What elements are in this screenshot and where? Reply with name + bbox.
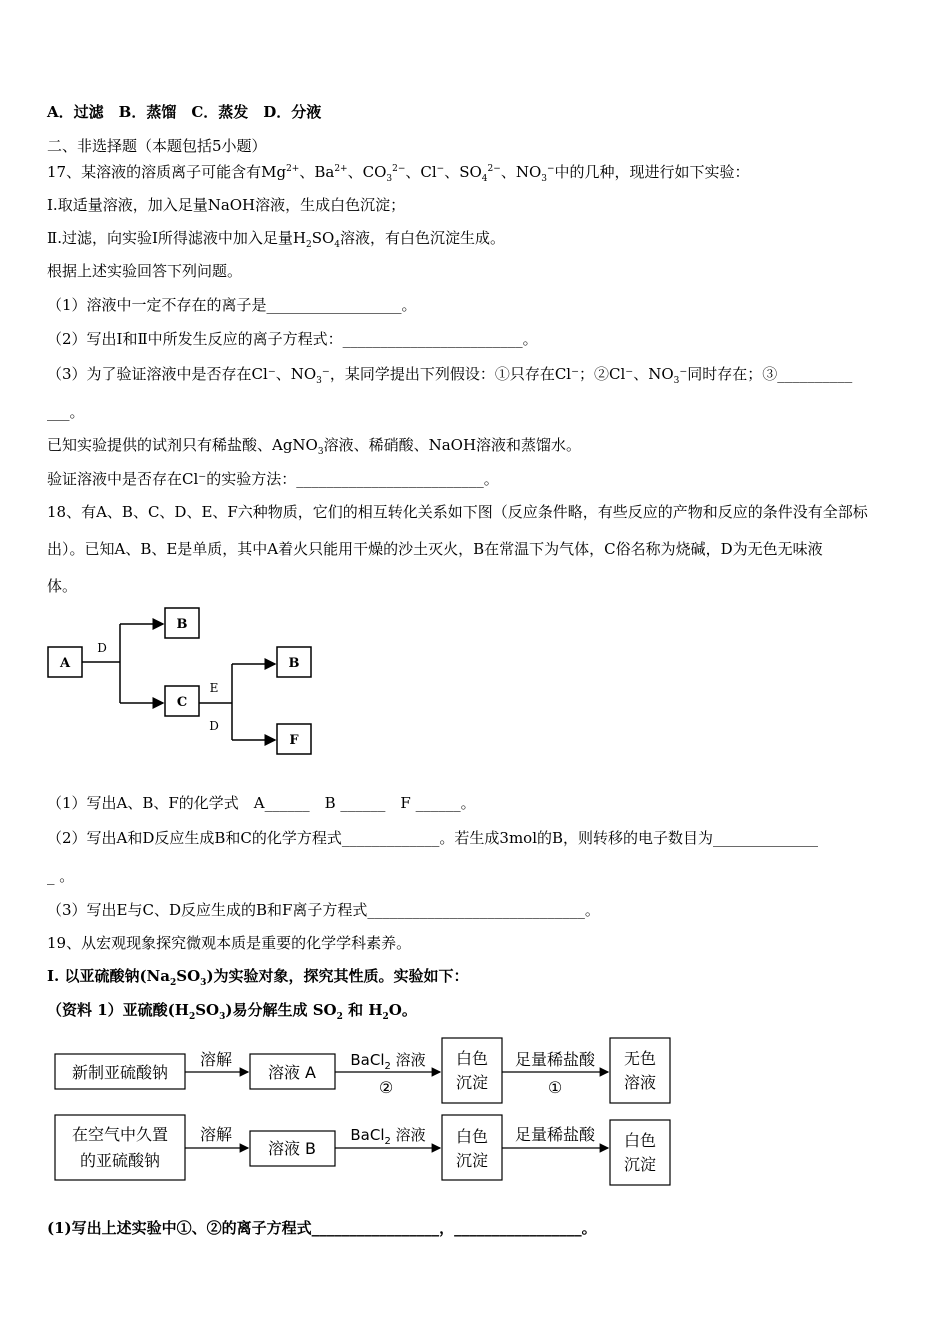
q17-part1: （1）溶液中一定不存在的离子是__________________。 xyxy=(47,296,417,314)
q17-part3: （3）为了验证溶液中是否存在Cl⁻、$NO_3^-$，某同学提出下列假设：①只存在Cl⁻；②Cl⁻、$NO_3^-$同时存在；③__________ xyxy=(47,365,853,386)
label-c: C xyxy=(176,695,188,710)
flow1-arrow3: 足量稀盐酸 xyxy=(514,1050,596,1069)
q17-stem: 17、某溶液的溶质离子可能含有$Mg^{2+}$、$Ba^{2+}$、$CO_3^{2-}$、Cl−、$SO_4^{2-}$、$NO_3^-$中的几种，现进行如下实验： xyxy=(47,163,750,184)
q17-intro: 根据上述实验回答下列问题。 xyxy=(47,262,243,280)
q18-part3: （3）写出E与C、D反应生成的B和F离子方程式_____________________________。 xyxy=(47,901,600,919)
flow2-arrow1: 溶解 xyxy=(199,1125,233,1144)
flow2-ppt-line2: 沉淀 xyxy=(455,1151,489,1170)
flow2-ppt-line1: 白色 xyxy=(455,1127,489,1146)
flow2-solution: 溶液 B xyxy=(267,1139,317,1158)
flow2-arrow2: BaCl$_2$ 溶液 xyxy=(350,1126,426,1147)
flow1-arrow3-number: ① xyxy=(547,1078,563,1097)
q18-part2-cont: _ 。 xyxy=(47,867,75,885)
label-d-1: D xyxy=(97,641,107,655)
q19-note: （资料 1）亚硫酸$(H_2SO_3)$易分解生成 $SO_2$ 和 $H_2O$。 xyxy=(47,1001,417,1022)
flow1-end-box xyxy=(610,1038,670,1103)
flow1-arrow2: BaCl$_2$ 溶液 xyxy=(350,1051,426,1072)
q17-reagents: 已知实验提供的试剂只有稀盐酸、AgNO$_3$溶液、稀硝酸、NaOH溶液和蒸馏水。 xyxy=(47,436,582,457)
flow2-start-line2: 的亚硫酸钠 xyxy=(79,1151,161,1170)
flow1-end-line2: 溶液 xyxy=(623,1073,657,1092)
q19-part1-intro: I. 以亚硫酸钠$(Na_2SO_3)$为实验对象，探究其性质。实验如下： xyxy=(47,967,469,988)
q17-step2: Ⅱ.过滤，向实验Ⅰ所得滤液中加入足量$H_2SO_4$溶液，有白色沉淀生成。 xyxy=(47,229,506,250)
q17-part2: （2）写出Ⅰ和Ⅱ中所发生反应的离子方程式：________________________。 xyxy=(47,330,538,348)
flow1-arrow2-number: ② xyxy=(378,1078,394,1097)
label-b-right: B xyxy=(288,656,300,671)
flow1-solution: 溶液 A xyxy=(267,1063,317,1082)
flow1-ppt-box xyxy=(442,1038,502,1103)
q18-stem-line2: 出）。已知A、B、E是单质，其中A着火只能用干燥的沙土灭火，B在常温下为气体，C俗名称为烧碱，D为无色无味液 xyxy=(47,540,823,558)
q18-stem-line3: 体。 xyxy=(47,577,78,595)
label-d-2: D xyxy=(209,719,219,733)
q19-stem: 19、从宏观现象探究微观本质是重要的化学学科素养。 xyxy=(47,934,412,952)
q19-part1-question: (1)写出上述实验中①、②的离子方程式_________________，_________________。 xyxy=(47,1219,597,1237)
flow1-ppt-line1: 白色 xyxy=(455,1049,489,1068)
q18-part1: （1）写出A、B、F的化学式 A______ B ______ F ______。 xyxy=(47,794,476,812)
section-title: 二、非选择题（本题包括5小题） xyxy=(47,137,267,155)
q16-options: A．过滤 B．蒸馏 C．蒸发 D．分液 xyxy=(47,103,322,121)
label-b-top: B xyxy=(176,617,188,632)
q17-step1: Ⅰ.取适量溶液，加入足量NaOH溶液，生成白色沉淀； xyxy=(47,196,406,214)
q17-verify: 验证溶液中是否存在Cl⁻的实验方法：_________________________。 xyxy=(47,470,499,488)
flow2-end-box xyxy=(610,1120,670,1185)
q17-part3-cont: ___。 xyxy=(47,403,85,421)
label-a: A xyxy=(59,656,71,671)
flow2-ppt-box xyxy=(442,1115,502,1180)
flow2-end-line2: 沉淀 xyxy=(623,1155,657,1174)
q18-stem-line1: 18、有A、B、C、D、E、F六种物质，它们的相互转化关系如下图（反应条件略，有些反应的产物和反应的条件没有全部标 xyxy=(47,503,868,521)
q18-part2: （2）写出A和D反应生成B和C的化学方程式_____________。若生成3mol的B，则转移的电子数目为______________ xyxy=(47,829,819,847)
flow2-start-line1: 在空气中久置 xyxy=(71,1125,169,1144)
flow1-arrow1: 溶解 xyxy=(199,1050,233,1069)
label-e: E xyxy=(209,681,219,695)
flow1-start: 新制亚硫酸钠 xyxy=(71,1063,169,1082)
flow1-ppt-line2: 沉淀 xyxy=(455,1073,489,1092)
q19-flow-diagram xyxy=(40,1030,690,1195)
flow2-end-line1: 白色 xyxy=(623,1131,657,1150)
label-f: F xyxy=(289,733,299,748)
q18-reaction-diagram xyxy=(40,600,330,770)
flow1-end-line1: 无色 xyxy=(623,1049,657,1068)
flow2-arrow3: 足量稀盐酸 xyxy=(514,1125,596,1144)
